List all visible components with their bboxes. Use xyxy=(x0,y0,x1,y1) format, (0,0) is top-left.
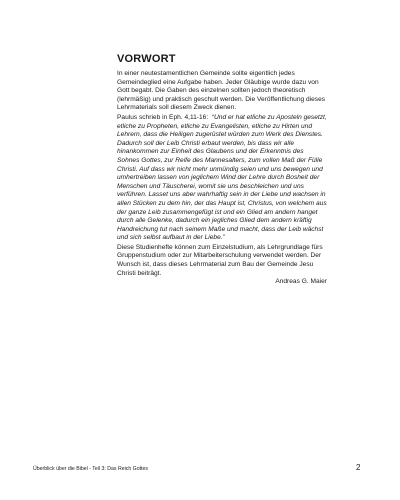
footer-title: Überblick über die Bibel - Teil 3: Das Reich Gottes xyxy=(33,466,148,472)
quote-intro: Paulus schrieb in Eph. 4,11-16: xyxy=(117,113,209,121)
preface-section xyxy=(117,53,327,287)
author-signature: Andreas G. Maier xyxy=(275,278,327,286)
page-title: VORWORT xyxy=(117,53,176,65)
quote-paragraph xyxy=(117,114,327,243)
study-paragraph: Diese Studienhefte können zum Einzelstudium, als Lehrgrundlage fürs Gruppenstudium oder zur Mitarbeiterschulung verwendet werden. Der Wunsch ist, dass dieses Lehrmaterial zum Bau der Gemeinde Jesu Christi beiträgt. xyxy=(117,243,323,277)
bible-quote: “Und er hat etliche zu Aposteln gesetzt, etliche zu Propheten, etliche zu Evangelisten, etliche zu Hirten und Lehrern, dass die Heiligen zugerüstet würden zum Werk des Dienstes. Dadurch soll der Leib Christi erbaut werden, bis dass wir alle hinankommen zur Einheit des Glaubens und der Erkenntnis des Sohnes Gottes, zur Reife des Mannesalters, zum vollen Maß der Fülle Christi. Auf dass wir nicht mehr unmündig seien und uns bewegen und umhertreiben lassen von jeglichem Wind der Lehre durch Bosheit der Menschen und Täuscherei, womit sie uns beschleichen und uns verführen. Lasset uns aber wahrhaftig sein in der Liebe und wachsen in allen Stücken zu dem hin, der das Haupt ist, Christus, von welchem aus der ganze Leib zusammengefügt ist und ein Glied am andern hanget durch alle Gelenke, dadurch ein jegliches Glied dem andern kräftig Handreichung tut nach seinem Maße und macht, dass der Leib wächst und sich selbst aufbaut in der Liebe.” xyxy=(117,113,327,242)
intro-paragraph: In einer neutestamentlichen Gemeinde sollte eigentlich jedes Gemeindeglied eine Aufgabe haben. Jeder Gläubige wurde dazu von Gott begabt. Die Gaben des einzelnen sollten jedoch theoretisch (lehrmäßig) und praktisch geschult werden. Die Veröffentlichung dieses Lehrmaterials soll diesem Zweck dienen. xyxy=(117,70,326,112)
page-number: 2 xyxy=(356,463,361,472)
